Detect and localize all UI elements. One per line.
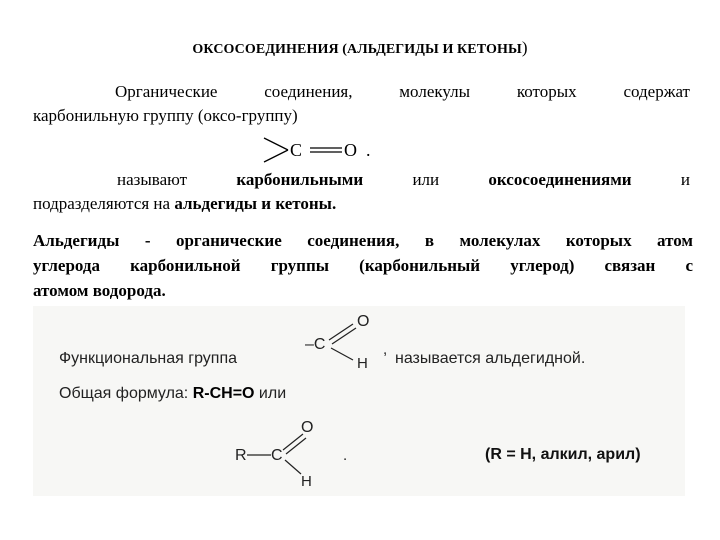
general-formula-value: R-CH=O [192, 385, 255, 402]
term-aldehydes-ketones: альдегиды и кетоны. [174, 194, 337, 213]
carbonyl-carbon-label: C [290, 140, 303, 160]
aldehyde-definition [33, 228, 693, 303]
structure-carbon-label: C [271, 447, 283, 464]
structure-co-bond-1 [283, 434, 303, 450]
structure-hydrogen-label: H [301, 473, 312, 488]
term-carbonyl: карбонильными [236, 170, 364, 189]
classification-text-2: или [363, 170, 489, 189]
structure-dot: . [343, 447, 348, 464]
aldehyde-definition-line-3: атомом водорода. [33, 281, 166, 300]
structure-oxygen-label: O [301, 419, 314, 436]
carbonyl-bond-upper [264, 138, 288, 150]
classification-text-4: подразделяются на [33, 194, 175, 213]
aldehyde-figure [33, 306, 685, 496]
aldehyde-general-structure [233, 414, 353, 488]
general-formula-line [59, 385, 286, 403]
general-formula-or: или [254, 385, 287, 402]
r-definition: (R = H, алкил, арил) [485, 446, 641, 463]
structure-co-bond-2 [286, 438, 306, 454]
page-title [0, 38, 720, 58]
carbonyl-bond-lower [264, 150, 288, 162]
functional-group-label: Функциональная группа [59, 350, 238, 367]
classification-text-1: называют [117, 170, 237, 189]
intro-line-2: карбонильную группу (оксо-группу) [33, 106, 298, 125]
carbonyl-dot: . [366, 140, 371, 160]
term-oxo-compounds: оксосоединениями [488, 170, 632, 189]
page-title-close-paren: ) [521, 38, 528, 57]
carbonyl-oxygen-label: O [344, 140, 357, 160]
functional-group-name: называется альдегидной. [395, 350, 586, 367]
general-formula-label: Общая формула: [59, 385, 193, 402]
aldehyde-group-comma: , [383, 341, 388, 358]
aldehyde-group-oxygen: O [357, 313, 370, 330]
page-title-text: ОКСОСОЕДИНЕНИЯ (АЛЬДЕГИДЫ И КЕТОНЫ [192, 42, 522, 57]
aldehyde-group-hydrogen: H [357, 355, 368, 372]
structure-r-label: R [235, 447, 247, 464]
carbonyl-group-formula [258, 130, 408, 168]
intro-line-1: Органические соединения, молекулы которых содержат [115, 82, 690, 101]
classification-text-3: и [631, 170, 690, 189]
classification-paragraph [33, 168, 690, 216]
intro-paragraph [33, 80, 690, 128]
aldehyde-definition-line-2: углерода карбонильной группы (карбонильный углерод) связан с [33, 256, 693, 275]
structure-ch-bond [285, 460, 301, 474]
aldehyde-definition-line-1: Альдегиды - органические соединения, в молекулах которых атом [33, 231, 693, 250]
aldehyde-group-structure [303, 310, 393, 372]
aldehyde-ch-bond [331, 348, 353, 360]
aldehyde-group-carbon: –C [305, 336, 326, 353]
